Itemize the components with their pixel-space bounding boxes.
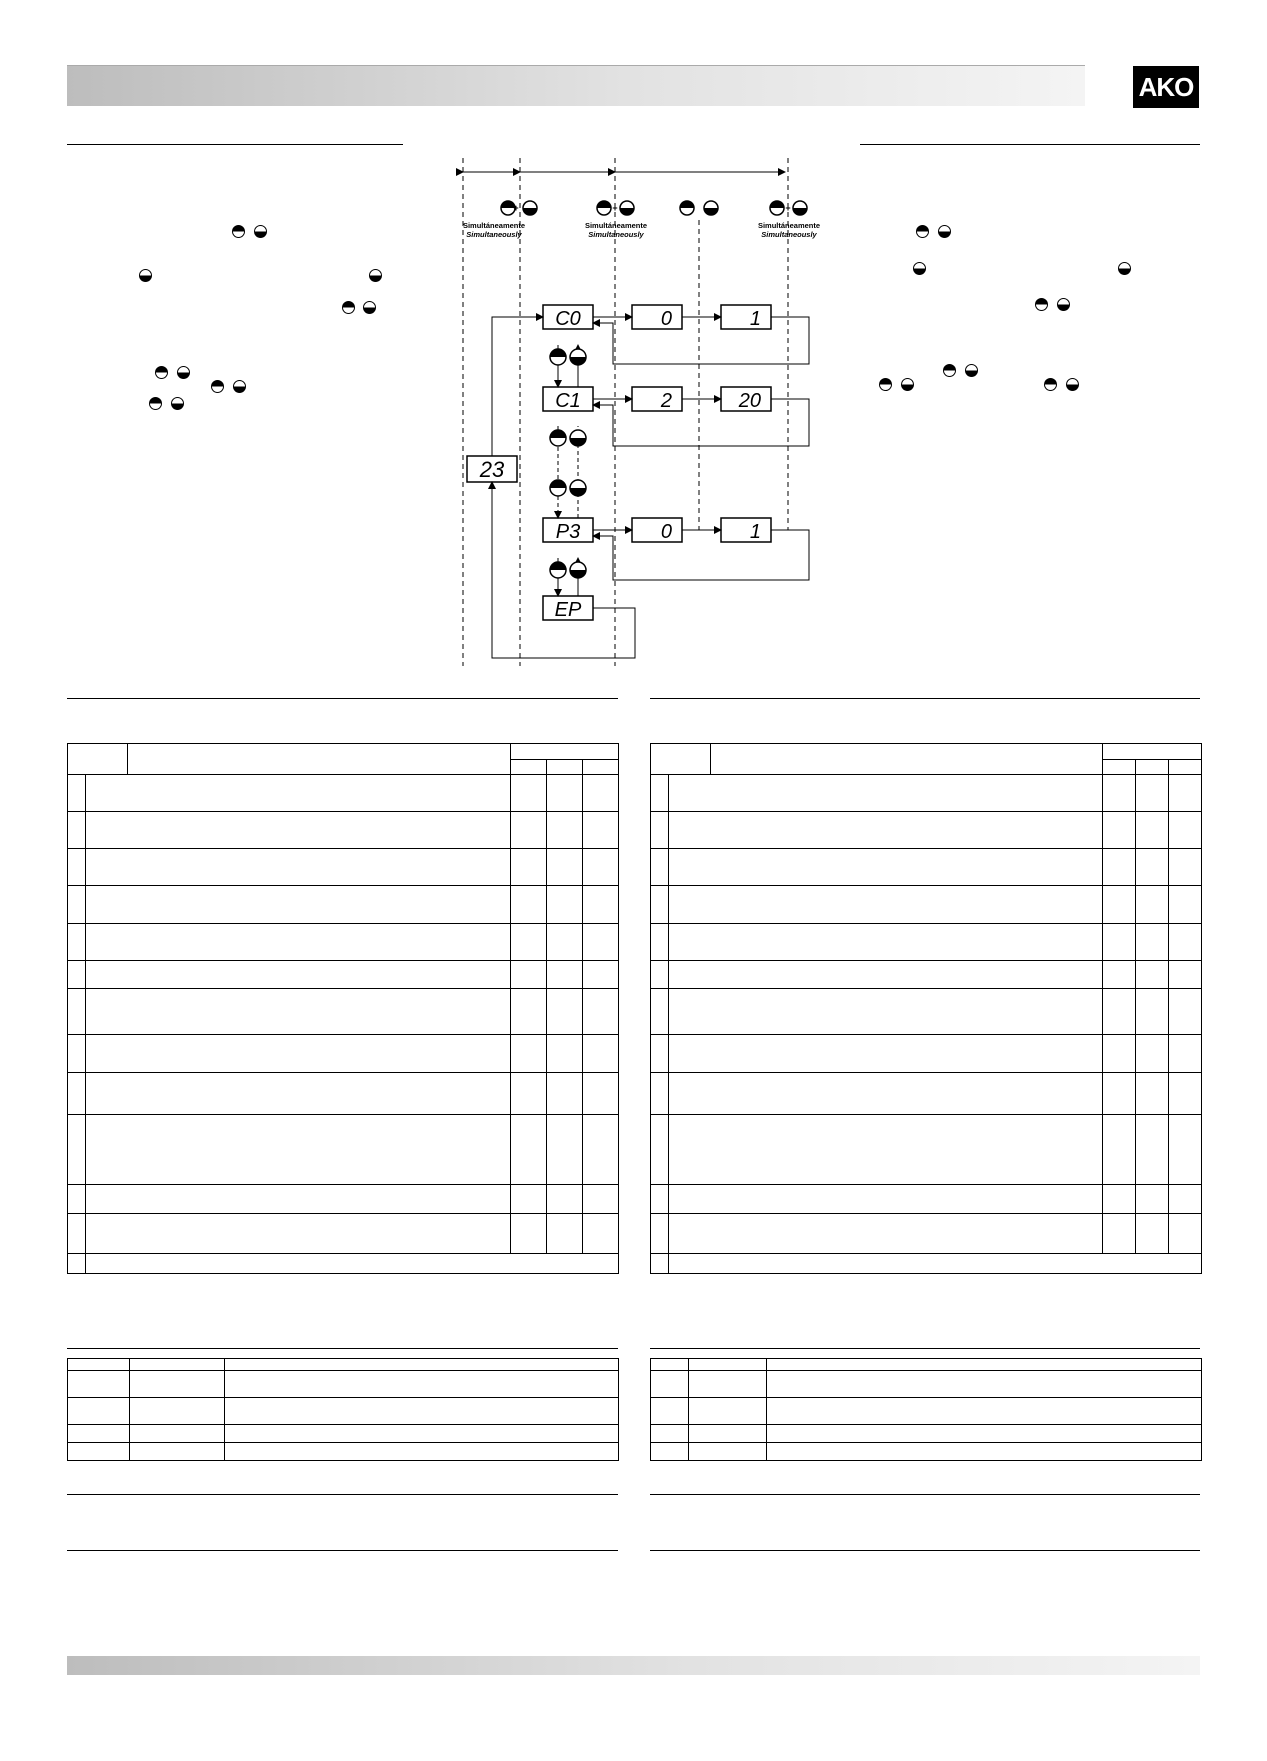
table-row [68, 1359, 619, 1371]
table-header-cell [1103, 744, 1202, 760]
up-button-icon [149, 397, 162, 410]
table-row [651, 1254, 1202, 1274]
table-row [68, 886, 619, 924]
table-header-cell [68, 744, 128, 775]
table-header-cell [711, 744, 1103, 775]
caption-es: Simultáneamente [462, 221, 526, 230]
up-button-icon [550, 349, 566, 365]
down-button-icon [965, 364, 978, 377]
table-row [68, 961, 619, 989]
table-row [651, 1073, 1202, 1115]
right-table-section-rule [650, 698, 1200, 699]
programming-flow-diagram [455, 150, 835, 670]
left-lower-section-rule [67, 1348, 618, 1349]
button-pair-up-down-icon [501, 201, 537, 215]
up-button-icon [232, 225, 245, 238]
table-header-cell [547, 760, 583, 775]
value-display: 0 [660, 308, 672, 330]
up-button-icon [550, 430, 566, 446]
up-button-icon [550, 562, 566, 578]
brand-logo [1133, 66, 1199, 108]
down-button-icon [177, 366, 190, 379]
left-bottom-rule-1 [67, 1494, 618, 1495]
table-header-cell [651, 744, 711, 775]
logo-text: AKO [1138, 71, 1194, 102]
table-row [651, 1115, 1202, 1185]
up-button-icon [550, 480, 566, 496]
caption-es: Simultáneamente [757, 221, 821, 230]
up-button-icon [1044, 378, 1057, 391]
down-button-icon [369, 269, 382, 282]
table-row [68, 849, 619, 886]
table-row [68, 1115, 619, 1185]
table-row [68, 1214, 619, 1254]
table-row [651, 1425, 1202, 1443]
down-button-icon [139, 269, 152, 282]
param-display-p3: P3 [555, 521, 581, 543]
table-row [651, 924, 1202, 961]
right-bottom-rule-2 [650, 1550, 1200, 1551]
table-row [68, 1443, 619, 1461]
right-section-rule [860, 144, 1200, 145]
table-row [651, 961, 1202, 989]
table-row [68, 1425, 619, 1443]
right-lower-section-rule [650, 1348, 1200, 1349]
svg-text:+: + [612, 203, 618, 213]
param-display-ep: EP [554, 599, 582, 621]
down-button-icon [363, 301, 376, 314]
up-button-icon [1035, 298, 1048, 311]
down-button-icon [1118, 262, 1131, 275]
table-row [68, 924, 619, 961]
table-row [68, 1371, 619, 1398]
table-row [68, 1185, 619, 1214]
down-button-icon [570, 562, 586, 578]
table-header-cell [1103, 760, 1136, 775]
down-button-icon [570, 430, 586, 446]
left-table-section-rule [67, 698, 618, 699]
down-button-icon [171, 397, 184, 410]
down-button-icon [913, 262, 926, 275]
table-row [68, 1073, 619, 1115]
table-row [651, 1035, 1202, 1073]
button-pair-up-down-icon [680, 201, 718, 215]
table-row [68, 1035, 619, 1073]
up-button-icon [879, 378, 892, 391]
up-button-icon [342, 301, 355, 314]
table-header-cell [1136, 760, 1169, 775]
caption-en: Simultaneously [466, 230, 522, 239]
left-section-rule [67, 144, 403, 145]
table-row [651, 849, 1202, 886]
footer-bar [67, 1656, 1200, 1675]
param-display-c0: C0 [555, 308, 581, 330]
up-button-icon [211, 380, 224, 393]
table-row [651, 1185, 1202, 1214]
down-button-icon [254, 225, 267, 238]
table-row [651, 1214, 1202, 1254]
left-bottom-rule-2 [67, 1550, 618, 1551]
up-button-icon [155, 366, 168, 379]
value-display: 0 [660, 521, 672, 543]
table-row [651, 1398, 1202, 1425]
table-header-cell [511, 760, 547, 775]
value-display: 1 [749, 521, 761, 543]
caption-en: Simultaneously [588, 230, 644, 239]
table-header-cell [1169, 760, 1202, 775]
table-row [68, 812, 619, 849]
table-row [68, 989, 619, 1035]
table-row [651, 1359, 1202, 1371]
right-bottom-rule-1 [650, 1494, 1200, 1495]
table-header-cell [583, 760, 619, 775]
param-display-c1: C1 [555, 390, 581, 412]
table-row [651, 989, 1202, 1035]
left-parameter-table [67, 743, 619, 1274]
caption-en: Simultaneously [761, 230, 817, 239]
down-button-icon [570, 480, 586, 496]
left-small-table [67, 1358, 619, 1461]
caption-es: Simultáneamente [584, 221, 648, 230]
table-row [651, 775, 1202, 812]
up-button-icon [916, 225, 929, 238]
table-row [651, 1371, 1202, 1398]
down-button-icon [1057, 298, 1070, 311]
down-button-icon [938, 225, 951, 238]
table-row [68, 1254, 619, 1274]
table-header-cell [128, 744, 511, 775]
down-button-icon [570, 349, 586, 365]
value-display: 1 [749, 308, 761, 330]
right-parameter-table [650, 743, 1202, 1274]
table-row [68, 1398, 619, 1425]
header-bar [67, 65, 1085, 106]
svg-text:+: + [513, 203, 519, 213]
table-row [651, 886, 1202, 924]
right-small-table [650, 1358, 1202, 1461]
down-button-icon [901, 378, 914, 391]
table-row [651, 812, 1202, 849]
svg-text:+: + [785, 203, 791, 213]
main-display-value: 23 [479, 457, 505, 482]
value-display: 2 [660, 390, 672, 412]
down-button-icon [233, 380, 246, 393]
table-row [68, 775, 619, 812]
table-header-cell [511, 744, 619, 760]
table-row [651, 1443, 1202, 1461]
down-button-icon [1066, 378, 1079, 391]
up-button-icon [943, 364, 956, 377]
value-display: 20 [738, 390, 761, 412]
